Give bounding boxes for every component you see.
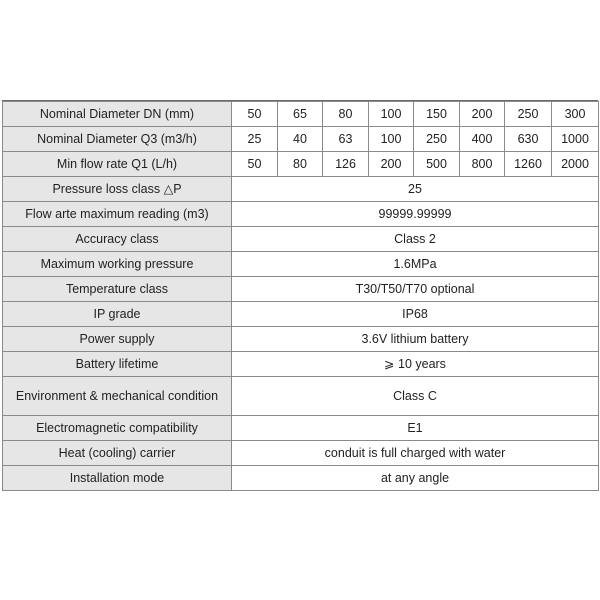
size-value-cell: 80 [278,152,323,177]
row-label: Heat (cooling) carrier [3,441,232,466]
row-label: Min flow rate Q1 (L/h) [3,152,232,177]
size-value-cell: 80 [323,102,369,127]
row-label: Battery lifetime [3,352,232,377]
size-value-cell: 63 [323,127,369,152]
row-label: Nominal Diameter DN (mm) [3,102,232,127]
size-value-cell: 50 [232,152,278,177]
size-value-cell: 150 [414,102,460,127]
table-row [3,227,599,252]
row-label: Maximum working pressure [3,252,232,277]
row-label: Pressure loss class △P [3,177,232,202]
spec-value-cell: E1 [232,416,599,441]
table-row [3,177,599,202]
spec-value-cell: 1.6MPa [232,252,599,277]
table-row [3,466,599,491]
spec-value-cell: Class 2 [232,227,599,252]
row-label: Power supply [3,327,232,352]
size-value-cell: 200 [369,152,414,177]
spec-value-cell: IP68 [232,302,599,327]
table-row [3,127,599,152]
size-value-cell: 200 [460,102,505,127]
spec-table [2,101,599,491]
spec-value-cell: T30/T50/T70 optional [232,277,599,302]
size-value-cell: 800 [460,152,505,177]
table-row [3,352,599,377]
size-value-cell: 250 [505,102,552,127]
table-row [3,302,599,327]
table-row [3,202,599,227]
spec-value-cell: conduit is full charged with water [232,441,599,466]
size-value-cell: 1000 [552,127,599,152]
size-value-cell: 300 [552,102,599,127]
size-value-cell: 400 [460,127,505,152]
row-label: Accuracy class [3,227,232,252]
table-row [3,252,599,277]
size-value-cell: 126 [323,152,369,177]
row-label: Flow arte maximum reading (m3) [3,202,232,227]
size-value-cell: 630 [505,127,552,152]
size-value-cell: 100 [369,102,414,127]
size-value-cell: 100 [369,127,414,152]
size-value-cell: 250 [414,127,460,152]
table-row [3,327,599,352]
spec-table-body [3,102,599,491]
table-row [3,377,599,416]
size-value-cell: 2000 [552,152,599,177]
row-label: Temperature class [3,277,232,302]
size-value-cell: 25 [232,127,278,152]
table-row [3,152,599,177]
table-row [3,441,599,466]
spec-value-cell: Class C [232,377,599,416]
size-value-cell: 40 [278,127,323,152]
table-row [3,416,599,441]
spec-value-cell: 25 [232,177,599,202]
spec-value-cell: 99999.99999 [232,202,599,227]
table-row [3,102,599,127]
size-value-cell: 1260 [505,152,552,177]
row-label: Installation mode [3,466,232,491]
size-value-cell: 50 [232,102,278,127]
table-row [3,277,599,302]
row-label: Nominal Diameter Q3 (m3/h) [3,127,232,152]
row-label: Environment & mechanical condition [3,377,232,416]
size-value-cell: 65 [278,102,323,127]
spec-value-cell: 3.6V lithium battery [232,327,599,352]
size-value-cell: 500 [414,152,460,177]
spec-value-cell: ⩾ 10 years [232,352,599,377]
row-label: IP grade [3,302,232,327]
row-label: Electromagnetic compatibility [3,416,232,441]
spec-value-cell: at any angle [232,466,599,491]
